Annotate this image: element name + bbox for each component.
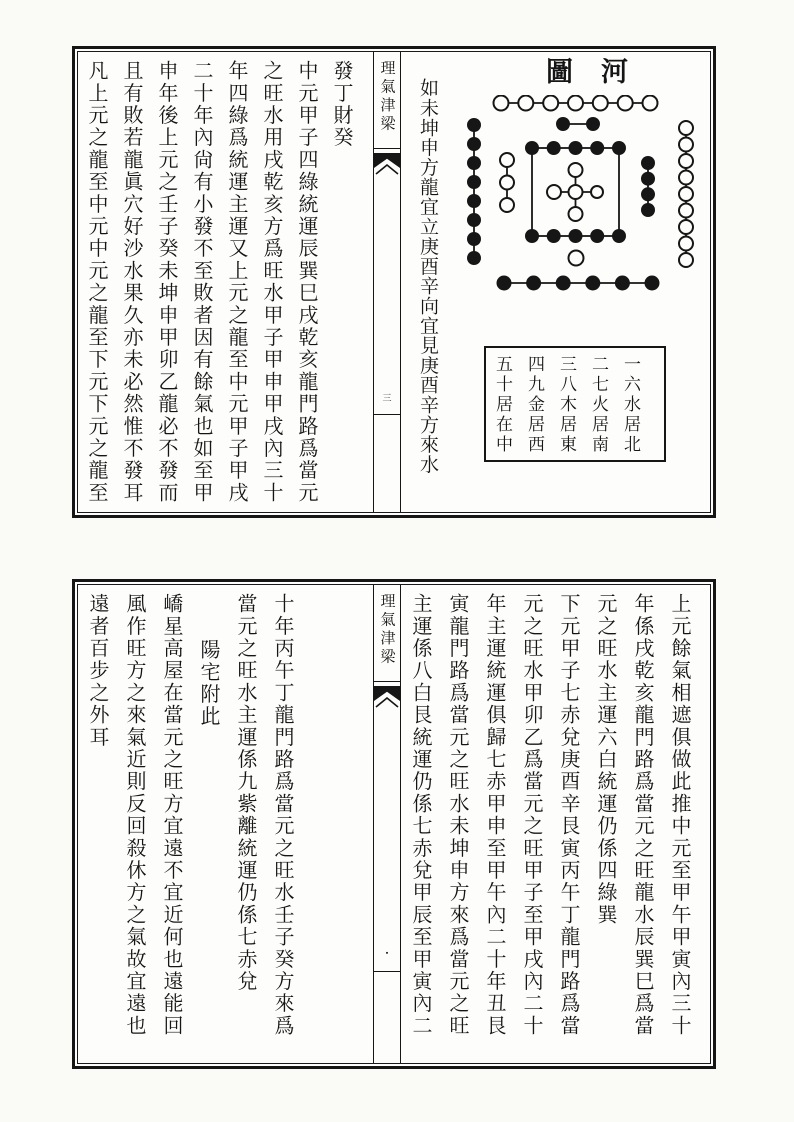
text-column: 且有敗若龍眞穴好沙水果久亦未必然惟不發耳 [120, 60, 142, 504]
text-column: 年主運統運俱歸七赤甲申至甲午內二十年丑艮 [483, 593, 505, 1037]
table-column: 四九金居西 [525, 355, 544, 455]
spine-rule [374, 971, 400, 972]
text-column: 下元甲子七赤兌庚酉辛艮寅丙午丁龍門路爲當 [557, 593, 579, 1037]
page-top-right [401, 52, 710, 512]
page-bottom-left [78, 585, 373, 1063]
text-column: 申年後上元之壬子癸未坤申甲卯乙龍必不發而 [155, 60, 177, 504]
annotation-column: 如未坤申方龍宜立庚酉辛向宜見庚酉辛方來水 [417, 78, 438, 474]
running-title: 理氣津梁 [378, 60, 395, 134]
text-columns [401, 585, 709, 1063]
text-columns [78, 52, 370, 512]
text-column: 元之旺水甲卯乙爲當元之旺甲子至甲戌內二十 [520, 593, 542, 1037]
section-heading: 陽宅附此 [197, 639, 219, 728]
spread-top-frame [77, 51, 711, 513]
spread-top [72, 46, 716, 518]
text-column: 寅龍門路爲當元之旺水未坤申方來爲當元之旺 [446, 593, 468, 1037]
diagram-title: 河圖 [542, 57, 627, 84]
text-column: 嶠星高屋在當元之旺方宜遠不宜近何也遠能回 [160, 593, 182, 1037]
spread-bottom [72, 579, 716, 1069]
page-number: 三 [382, 393, 392, 403]
page-number-smudge: ▪ [385, 949, 389, 957]
text-column: 二十年內尙有小發不至敗者因有餘氣也如至甲 [190, 60, 212, 504]
text-column: 遠者百步之外耳 [86, 593, 108, 749]
fishtail-icon [374, 686, 400, 708]
book-spine [373, 585, 401, 1063]
text-column: 十年丙午丁龍門路爲當元之旺水壬子癸方來爲 [271, 593, 293, 1037]
spine-rule [374, 414, 400, 415]
running-title: 理氣津梁 [378, 593, 395, 667]
page-top-left [78, 52, 373, 512]
hetu-diagram [466, 95, 703, 295]
text-columns [78, 585, 312, 1063]
spine-rule [374, 148, 400, 149]
text-column: 主運係八白艮統運仍係七赤兌甲辰至甲寅內二 [409, 593, 431, 1037]
spread-bottom-frame [77, 584, 711, 1064]
table-columns [486, 348, 655, 460]
five-positions-table [484, 346, 666, 462]
text-column: 凡上元之龍至中元中元之龍至下元下元之龍至 [85, 60, 107, 504]
text-column: 之旺水用戌乾亥方爲旺水甲子甲申甲戌內三十 [260, 60, 282, 504]
table-column: 三八木居東 [557, 355, 576, 455]
table-column: 二七火居南 [589, 355, 608, 455]
text-column: 發丁財癸 [330, 60, 352, 149]
text-column: 元之旺水主運六白統運仍係四綠巽 [594, 593, 616, 926]
book-spine [373, 52, 401, 512]
fishtail-icon [374, 153, 400, 175]
text-column: 風作旺方之來氣近則反回殺休方之氣故宜遠也 [123, 593, 145, 1037]
text-column: 年係戌乾亥龍門路爲當元之旺龍水辰巽巳爲當 [631, 593, 653, 1037]
table-column: 五十居在中 [493, 355, 512, 455]
table-column: 一六水居北 [621, 355, 640, 455]
text-column: 中元甲子四綠統運辰巽巳戌乾亥龍門路爲當元 [295, 60, 317, 504]
page-bottom-right [401, 585, 710, 1063]
text-column: 上元餘氣相遮俱做此推中元至甲午甲寅內三十 [668, 593, 690, 1037]
text-column: 當元之旺水主運係九紫離統運仍係七赤兌 [234, 593, 256, 993]
text-column: 年四綠爲統運主運又上元之龍至中元甲子甲戌 [225, 60, 247, 504]
spine-rule [374, 681, 400, 682]
